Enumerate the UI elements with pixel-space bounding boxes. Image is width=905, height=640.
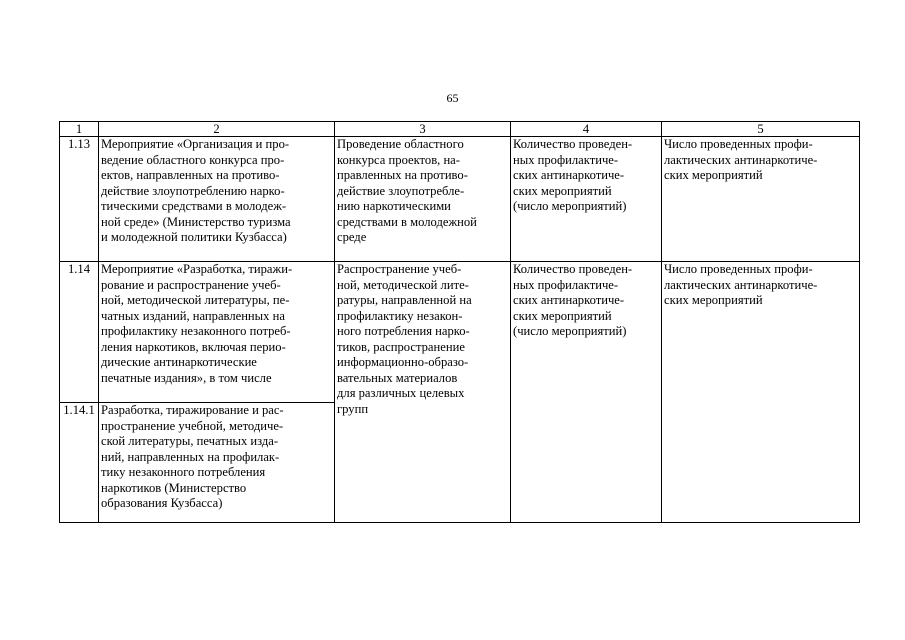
indicator-cell: Количество проведен- ных профилактиче- ских антинаркотиче- ских мероприятий (число мероприятий)	[511, 262, 662, 523]
event-cell: Мероприятие «Организация и про- ведение областного конкурса про- ектов, направленных на противо- действие злоупотреблению нарко- тическими средствами в молодеж- ной среде» (Министерство туризма и молодежной политики Кузбасса)	[99, 137, 335, 262]
header-col-3: 3	[335, 122, 511, 137]
table-row	[60, 137, 860, 262]
page-number: 65	[446, 91, 459, 105]
result-cell: Число проведенных профи- лактических антинаркотиче- ских мероприятий	[662, 262, 860, 523]
table-header-row	[60, 122, 860, 137]
table-row	[60, 262, 860, 403]
event-cell: Мероприятие «Разработка, тиражи- рование и распространение учеб- ной, методической литературы, пе- чатных изданий, направленных на профилактику незаконного потреб- ления наркотиков, включая перио- дические антинаркотические печатные издания», в том числе	[99, 262, 335, 403]
indicator-cell: Количество проведен- ных профилактиче- ских антинаркотиче- ских мероприятий (число мероприятий)	[511, 137, 662, 262]
header-col-4: 4	[511, 122, 662, 137]
description-cell: Распространение учеб- ной, методической лите- ратуры, направленной на профилактику незакон- ного потребления нарко- тиков, распространение информационно-образо- вательных материалов для различных целевых групп	[335, 262, 511, 523]
description-cell: Проведение областного конкурса проектов, на- правленных на противо- действие злоупотребле- нию наркотическими средствами в молодежной среде	[335, 137, 511, 262]
program-table	[59, 121, 860, 523]
header-col-5: 5	[662, 122, 860, 137]
header-col-2: 2	[99, 122, 335, 137]
event-cell: Разработка, тиражирование и рас- пространение учебной, методиче- ской литературы, печатных изда- ний, направленных на профилак- тику незаконного потребления наркотиков (Министерство образования Кузбасса)	[99, 403, 335, 523]
row-number: 1.13	[60, 137, 99, 262]
header-col-1: 1	[60, 122, 99, 137]
row-number: 1.14	[60, 262, 99, 403]
result-cell: Число проведенных профи- лактических антинаркотиче- ских мероприятий	[662, 137, 860, 262]
row-number: 1.14.1	[60, 403, 99, 523]
